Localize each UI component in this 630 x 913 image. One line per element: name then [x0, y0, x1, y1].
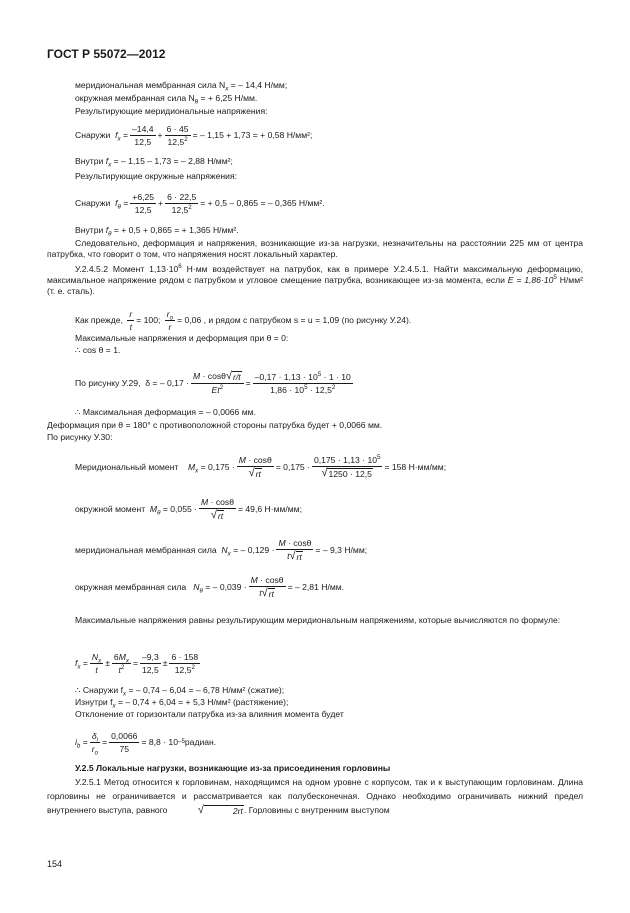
eq-internal-fx: Внутри $f_x$ = – 1,15 – 1,73 = – 2,88 Н/мм²;	[75, 156, 233, 169]
line-merid-force: меридиональная мембранная сила $N_x$ = – 14,4 Н/мм;	[75, 80, 288, 93]
line-def-180: Деформация при θ = 180° с противоположной стороны патрубка будет + 0,0066 мм.	[47, 420, 383, 430]
document-header: ГОСТ Р 55072—2012	[47, 47, 166, 61]
eq-ib: $i_b$ = $\frac{\delta_i}{r_o}$ = $\frac{0,0066}{75}$ = 8,8 · 10 –5 радиан.	[75, 730, 217, 757]
paragraph-max-stress: Максимальные напряжения равны результирующим меридиональным напряжениям, которые вычисляются по формуле:	[75, 615, 561, 625]
line-deviation: Отклонение от горизонтали патрубка из-за влияния момента будет	[75, 709, 344, 719]
eq-as-before: Как прежде, $\frac{r}{t}$ = 100; $\frac{r_o}{r}$ = 0,06 , и рядом с патрубком s = u = 1,09 (по рисунку У.24).	[75, 308, 412, 332]
eq-mt: окружной момент $M_\theta$ = 0,055 · M · cosθ √ rt = 49,6 Н·мм/мм;	[75, 497, 302, 521]
section-title: У.2.5 Локальные нагрузки, возникающие из-за присоединения горловины	[75, 763, 391, 773]
eq-external-fx: Снаружи $f_x$ = $\frac{-14,4}{12,5}$ + $\frac{6 \cdot 45}{12,5^2}$ = – 1,15 + 1,73 = + 0,58 Н/мм²;	[75, 123, 313, 147]
eq-delta: По рисунку У.29, δ = – 0,17 · M · cosθ √ r/t Et$^2$ = $\frac{-0,17 \cdot 1,13 \cdot 10^5 \cdot 1 \cdot 10}{1,86 \cdot 10^5 \cdot 12,5^2}$	[75, 370, 351, 395]
eq-internal-ft: Внутри $f_\theta$ = + 0,5 + 0,865 = + 1,365 Н/мм².	[75, 225, 239, 238]
line-result-circ: Результирующие окружные напряжения:	[75, 171, 238, 181]
paragraph-conclusion: Следовательно, деформация и напряжения, возникающие из-за нагрузки, незначительны на расстоянии 225 мм от центра патрубка, что говорит о том, что напряжения носят локальный характер.	[47, 238, 583, 259]
line-snaruzhi-result: ∴ Снаружи $f_x$ = – 0,74 – 6,04 = – 6,78 Н/мм² (сжатие);	[75, 685, 285, 698]
line-cos: ∴ cos θ = 1.	[75, 345, 121, 355]
line-figure-30: По рисунку У.30:	[47, 432, 113, 442]
page-number: 154	[47, 859, 63, 869]
eq-fx-formula: $f_x$ = $\frac{N_x}{t}$ ± $\frac{6M_x}{t^2}$ = $\frac{-9,3}{12,5}$ ± $\frac{6 \cdot 158}{12,5^2}$	[75, 651, 199, 675]
line-circ-force: окружная мембранная сила $N_\theta$ = + 6,25 Н/мм.	[75, 93, 258, 106]
line-max-def: ∴ Максимальная деформация = – 0,0066 мм.	[75, 407, 256, 417]
eq-nx: меридиональная мембранная сила $N_x$ = – 0,129 · M · cosθ t √ rt = – 9,3 Н/мм;	[75, 538, 368, 562]
line-result-merid: Результирующие меридиональные напряжения:	[75, 106, 268, 116]
eq-nt: окружная мембранная сила $N_\theta$ = – 0,039 · M · cosθ t √ rt = – 2,81 Н/мм.	[75, 575, 345, 599]
eq-mx: Меридиональный момент $M_x$ = 0,175 · M · cosθ √ rt = 0,175 · $0,175 \cdot 1,13 \cdot 10^5$ √ 1250 · 12,5 = 158 Н·мм/мм;	[75, 454, 447, 479]
paragraph-moment: У.2.4.5.2 Момент $1,13\cdot 10^6$ Н·мм воздействует на патрубок, как в примере У.2.4.5.1. Найти максимальную деформацию, максимальное напряжение рядом с патрубком и угловое смещение патрубка, возникающее из-за момента, если $E = 1,86\cdot 10^5$ Н/мм² (т. е. сталь).	[47, 263, 584, 296]
paragraph-nozzle: У.2.5.1 Метод относится к горловинам, находящимся на одном уровне с корпусом, так и к выступающим горловинам. Длина горловины не ограничивается и рассматривается как полубесконечная. Однако необходимо ограничивать нижний предел внутреннего выступа, равного √ 2rt . Горловины с внутренним выступом	[47, 777, 583, 816]
eq-external-ft: Снаружи $f_\theta$ = $\frac{+6,25}{12,5}$ + $\frac{6 \cdot 22,5}{12,5^2}$ = + 0,5 – 0,865 = – 0,365 Н/мм².	[75, 191, 325, 215]
line-vnutri-result: Изнутри $f_x$ = – 0,74 + 6,04 = + 5,3 Н/мм² (растяжение);	[75, 697, 289, 710]
line-max-stress: Максимальные напряжения и деформация при θ = 0:	[75, 333, 289, 343]
